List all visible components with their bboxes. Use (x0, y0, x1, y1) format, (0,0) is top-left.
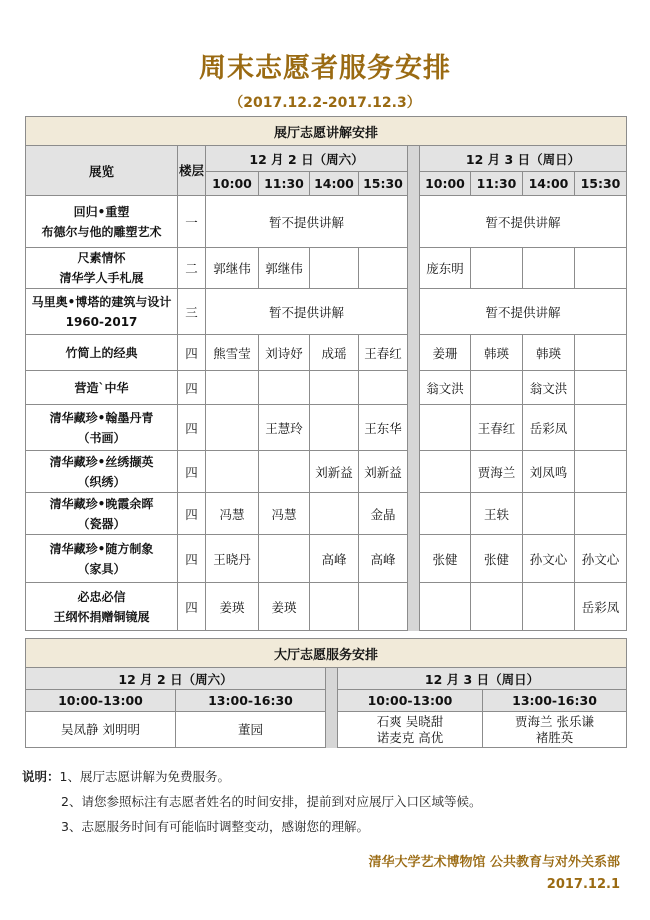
floor-cell: 四 (178, 493, 206, 535)
day-separator (408, 146, 420, 196)
volunteer-cell (359, 248, 408, 289)
volunteer-cell: 孙文心 (575, 535, 627, 583)
hall-volunteer-line: 诺麦克 高优 (376, 729, 444, 745)
floor-cell: 四 (178, 405, 206, 451)
exhibit-name-line: 尺素情怀 (77, 251, 126, 265)
volunteer-cell: 熊雪莹 (206, 335, 259, 371)
day-separator (408, 196, 420, 248)
volunteer-cell: 翁文洪 (523, 371, 575, 405)
volunteer-cell (310, 371, 359, 405)
exhibit-name-line: 布德尔与他的雕塑艺术 (41, 224, 162, 239)
volunteer-cell (310, 493, 359, 535)
volunteer-cell: 韩瑛 (523, 335, 575, 371)
volunteer-cell (420, 493, 471, 535)
exhibit-name-line: 竹简上的经典 (65, 345, 138, 360)
hall-volunteer-line: 石爽 吴晓甜 (376, 713, 444, 729)
notes-line-1 (22, 767, 230, 785)
volunteer-cell (206, 405, 259, 451)
volunteer-cell: 王春红 (471, 405, 523, 451)
exhibit-name-line: 1960-2017 (65, 314, 138, 329)
volunteer-cell (575, 248, 627, 289)
no-service-cell: 暂不提供讲解 (420, 289, 627, 335)
exhibit-name-line: 回归•重塑 (73, 204, 130, 219)
no-service-cell: 暂不提供讲解 (206, 289, 408, 335)
volunteer-cell: 岳彩凤 (523, 405, 575, 451)
volunteer-cell (575, 451, 627, 493)
guide-section-title: 展厅志愿讲解安排 (26, 117, 627, 146)
volunteer-cell (310, 583, 359, 631)
hall-slot-header: 13:00-16:30 (483, 690, 627, 712)
floor-cell: 四 (178, 583, 206, 631)
hall-slot-header: 13:00-16:30 (176, 690, 326, 712)
exhibit-name (26, 335, 178, 371)
volunteer-cell (259, 535, 310, 583)
day2-header: 12 月 3 日（周日） (420, 146, 627, 172)
day-separator (408, 289, 420, 335)
volunteer-cell: 韩瑛 (471, 335, 523, 371)
day-separator (408, 535, 420, 583)
no-service-cell: 暂不提供讲解 (420, 196, 627, 248)
volunteer-cell (575, 493, 627, 535)
exhibit-row (26, 535, 627, 583)
volunteer-cell (206, 371, 259, 405)
volunteer-cell: 张健 (471, 535, 523, 583)
day-separator (408, 405, 420, 451)
guide-schedule-table (25, 116, 627, 631)
day-separator (408, 583, 420, 631)
floor-cell: 四 (178, 535, 206, 583)
volunteer-cell (523, 583, 575, 631)
exhibit-name-line: 清华藏珍•晚霞余晖 (49, 496, 154, 511)
volunteer-cell (575, 371, 627, 405)
volunteer-cell (471, 248, 523, 289)
note-item: 3、志愿服务时间有可能临时调整变动，感谢您的理解。 (61, 819, 369, 834)
hall-volunteer-line: 吴凤静 刘明明 (61, 721, 140, 737)
floor-cell: 二 (178, 248, 206, 289)
exhibit-name (26, 451, 178, 493)
volunteer-cell: 王东华 (359, 405, 408, 451)
note-item: 2、请您参照标注有志愿者姓名的时间安排，提前到对应展厅入口区域等候。 (61, 794, 482, 809)
volunteer-cell: 郭继伟 (206, 248, 259, 289)
floor-column-header: 楼层 (178, 146, 206, 196)
exhibit-name-line: 马里奥•博塔的建筑与设计 (31, 294, 172, 309)
footer-date: 2017.12.1 (546, 877, 620, 892)
exhibit-name (26, 493, 178, 535)
time-header: 15:30 (359, 172, 408, 196)
exhibit-name-line: （书画） (77, 430, 126, 445)
hall-volunteer-line: 褚胜英 (535, 729, 574, 745)
time-header: 10:00 (420, 172, 471, 196)
hall-volunteer-cell (338, 712, 483, 748)
exhibit-name-line: （瓷器） (77, 516, 126, 531)
volunteer-cell (310, 405, 359, 451)
hall-slot-header: 10:00-13:00 (338, 690, 483, 712)
exhibit-name (26, 289, 178, 335)
exhibit-name-line: 必忠必信 (77, 589, 126, 604)
volunteer-cell (420, 405, 471, 451)
volunteer-cell (523, 248, 575, 289)
volunteer-cell (359, 583, 408, 631)
volunteer-cell (259, 451, 310, 493)
exhibit-row (26, 289, 627, 335)
volunteer-cell: 刘诗妤 (259, 335, 310, 371)
exhibit-name (26, 583, 178, 631)
volunteer-cell (575, 405, 627, 451)
volunteer-cell (259, 371, 310, 405)
exhibit-name (26, 248, 178, 289)
day-separator (408, 248, 420, 289)
exhibit-name-line: 清华藏珍•翰墨丹青 (49, 410, 154, 425)
volunteer-cell (420, 451, 471, 493)
volunteer-cell: 高峰 (310, 535, 359, 583)
volunteer-cell: 张健 (420, 535, 471, 583)
exhibit-name-line: 清华藏珍•随方制象 (49, 541, 154, 556)
floor-cell: 一 (178, 196, 206, 248)
exhibit-name-line: （家具） (77, 561, 126, 576)
exhibit-name-line: 清华学人手札展 (59, 271, 144, 285)
hall-volunteer-cell (483, 712, 627, 748)
exhibit-row (26, 335, 627, 371)
exhibit-row (26, 248, 627, 289)
note-item: 1、展厅志愿讲解为免费服务。 (59, 769, 230, 784)
hall-section-title: 大厅志愿服务安排 (26, 639, 627, 668)
day-separator (408, 335, 420, 371)
volunteer-cell: 王春红 (359, 335, 408, 371)
time-header: 11:30 (471, 172, 523, 196)
footer-org: 清华大学艺术博物馆 公共教育与对外关系部 (368, 855, 620, 870)
day-separator (408, 371, 420, 405)
exhibit-row (26, 196, 627, 248)
exhibit-row (26, 371, 627, 405)
floor-cell: 四 (178, 335, 206, 371)
volunteer-cell: 姜瑛 (259, 583, 310, 631)
time-header: 15:30 (575, 172, 627, 196)
volunteer-cell: 孙文心 (523, 535, 575, 583)
exhibit-row (26, 405, 627, 451)
exhibit-name (26, 196, 178, 248)
volunteer-cell: 刘新益 (359, 451, 408, 493)
exhibit-name-line: 营造`中华 (74, 380, 129, 395)
page-title: 周末志愿者服务安排 (199, 53, 451, 84)
volunteer-cell: 王慧玲 (259, 405, 310, 451)
volunteer-cell: 刘新益 (310, 451, 359, 493)
exhibit-name (26, 405, 178, 451)
volunteer-cell: 王轶 (471, 493, 523, 535)
day1-header: 12 月 2 日（周六） (206, 146, 408, 172)
volunteer-cell: 成瑶 (310, 335, 359, 371)
time-header: 14:00 (310, 172, 359, 196)
volunteer-cell: 高峰 (359, 535, 408, 583)
hall-volunteer-line: 贾海兰 张乐谦 (515, 713, 594, 729)
volunteer-cell: 姜珊 (420, 335, 471, 371)
volunteer-cell: 贾海兰 (471, 451, 523, 493)
volunteer-cell (471, 583, 523, 631)
exhibit-name-line: 王纲怀捐赠铜镜展 (53, 609, 150, 624)
volunteer-cell (310, 248, 359, 289)
volunteer-cell: 郭继伟 (259, 248, 310, 289)
exhibit-name (26, 371, 178, 405)
volunteer-cell: 刘凤鸣 (523, 451, 575, 493)
volunteer-cell (206, 451, 259, 493)
time-header: 11:30 (259, 172, 310, 196)
volunteer-cell: 冯慧 (206, 493, 259, 535)
notes-label: 说明： (22, 769, 60, 784)
day-separator (408, 493, 420, 535)
volunteer-cell: 王晓丹 (206, 535, 259, 583)
time-header: 10:00 (206, 172, 259, 196)
volunteer-cell: 金晶 (359, 493, 408, 535)
exhibit-name (26, 535, 178, 583)
hall-volunteer-cell (176, 712, 326, 748)
exhibit-name-line: 清华藏珍•丝绣撷英 (49, 454, 154, 469)
hall-slot-header: 10:00-13:00 (26, 690, 176, 712)
volunteer-cell (420, 583, 471, 631)
volunteer-cell: 翁文洪 (420, 371, 471, 405)
day-separator (326, 668, 338, 748)
volunteer-cell: 岳彩凤 (575, 583, 627, 631)
exhibit-name-line: （织绣） (77, 474, 126, 489)
exhibit-row (26, 493, 627, 535)
volunteer-cell (575, 335, 627, 371)
hall-volunteer-line: 董园 (237, 721, 263, 737)
exhibit-row (26, 583, 627, 631)
floor-cell: 四 (178, 371, 206, 405)
volunteer-cell: 庞东明 (420, 248, 471, 289)
floor-cell: 四 (178, 451, 206, 493)
exhibit-row (26, 451, 627, 493)
date-range-subtitle: （2017.12.2-2017.12.3） (229, 95, 421, 111)
exhibit-column-header: 展览 (26, 146, 178, 196)
volunteer-cell (523, 493, 575, 535)
time-header: 14:00 (523, 172, 575, 196)
no-service-cell: 暂不提供讲解 (206, 196, 408, 248)
hall-volunteer-cell (26, 712, 176, 748)
hall-schedule-table (25, 638, 627, 748)
volunteer-cell: 冯慧 (259, 493, 310, 535)
volunteer-cell (359, 371, 408, 405)
floor-cell: 三 (178, 289, 206, 335)
volunteer-cell: 姜瑛 (206, 583, 259, 631)
volunteer-cell (471, 371, 523, 405)
day-separator (408, 451, 420, 493)
hall-day1-header: 12 月 2 日（周六） (26, 668, 326, 690)
hall-day2-header: 12 月 3 日（周日） (338, 668, 627, 690)
